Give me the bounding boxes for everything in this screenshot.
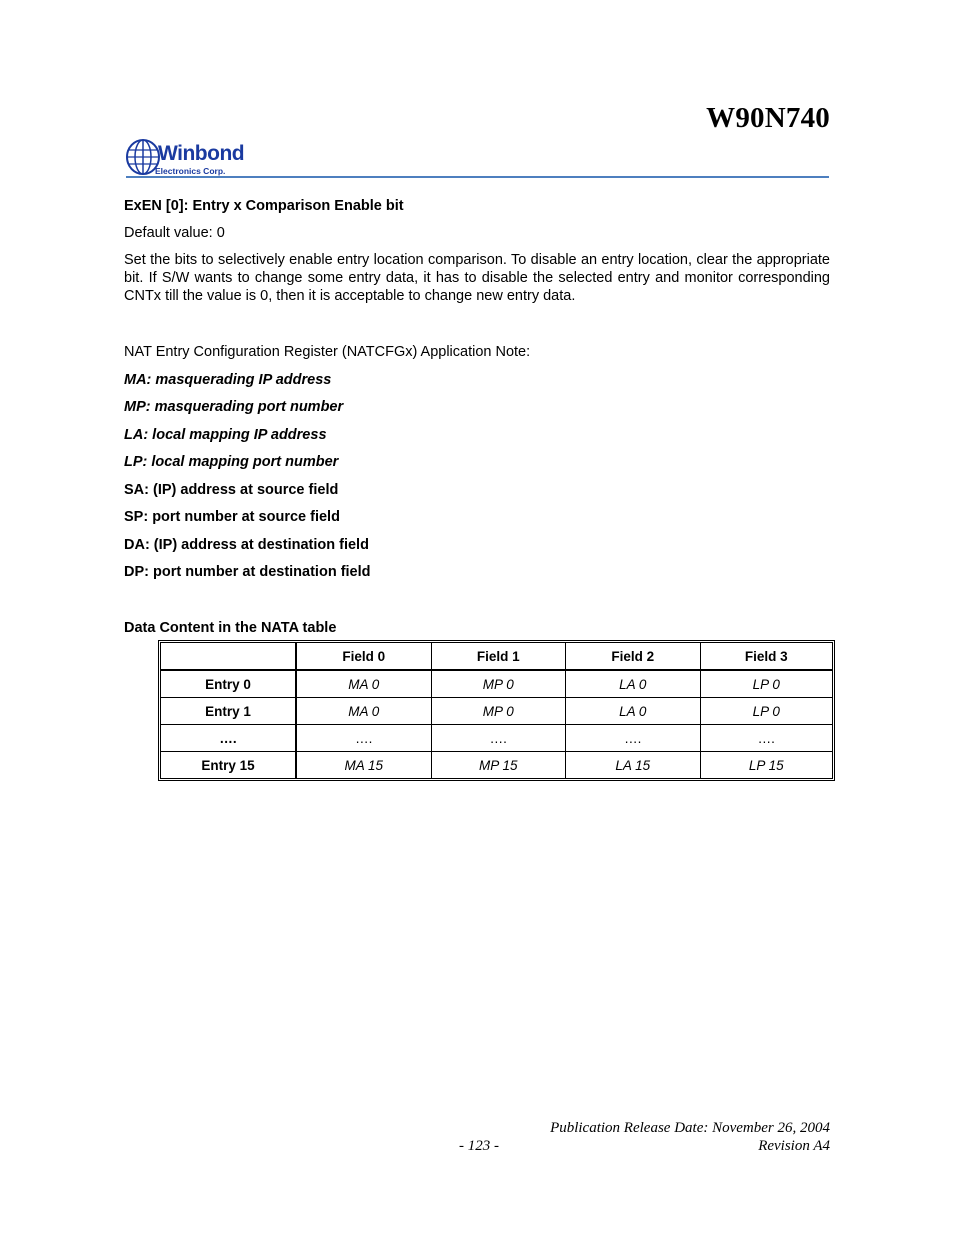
table-cell: LA 15 [566,752,701,778]
logo-wordmark: Winbond [158,142,245,165]
winbond-logo [126,138,256,178]
table-row [161,698,832,725]
table-row [161,725,832,752]
definition-item: DP: port number at destination field [124,564,371,580]
table-cell: LP 0 [701,671,832,698]
table-cell: LA 0 [566,671,701,698]
table-cell: MA 0 [297,671,432,698]
row-header: Entry 0 [161,671,297,698]
table-cell: MP 0 [432,698,567,725]
column-header: Field 2 [566,643,701,671]
table-cell: MP 0 [432,671,567,698]
table-header-row [161,643,832,671]
definition-item: LA: local mapping IP address [124,427,327,443]
table-cell: MA 0 [297,698,432,725]
table-cell: LP 0 [701,698,832,725]
table-row [161,752,832,778]
table-cell: …. [566,725,701,752]
page-number: - 123 - [459,1138,499,1154]
definition-item: MP: masquerading port number [124,399,344,415]
description-paragraph: Set the bits to selectively enable entry location comparison. To disable an entry location, clear the appropriate bit. If S/W wants to change some entry data, it has to disable the selected entry and monitor corresponding CNTx till the value is 0, then it is acceptable to change new entry data. [124,252,830,304]
definition-item: SA: (IP) address at source field [124,482,339,498]
definition-item: LP: local mapping port number [124,454,339,470]
table-cell: …. [432,725,567,752]
table-corner-cell [161,643,297,671]
table-cell: LA 0 [566,698,701,725]
definition-item: DA: (IP) address at destination field [124,537,369,553]
table-cell: MA 15 [297,752,432,778]
column-header: Field 0 [297,643,432,671]
table-caption: Data Content in the NATA table [124,620,337,636]
table-row [161,671,832,698]
definition-item: MA: masquerading IP address [124,372,332,388]
default-value: Default value: 0 [124,225,225,241]
row-header: Entry 15 [161,752,297,778]
app-note-title: NAT Entry Configuration Register (NATCFGx) Application Note: [124,344,531,360]
footer-info [550,1119,830,1155]
column-header: Field 1 [432,643,567,671]
row-header: Entry 1 [161,698,297,725]
column-header: Field 3 [701,643,832,671]
table-cell: …. [701,725,832,752]
release-date: Publication Release Date: November 26, 2004 [550,1120,830,1136]
section-heading: ExEN [0]: Entry x Comparison Enable bit [124,198,404,214]
revision: Revision A4 [758,1138,830,1154]
nata-table [160,642,833,779]
header-rule [126,176,829,178]
row-header: …. [161,725,297,752]
definition-item: SP: port number at source field [124,509,340,525]
document-title: W90N740 [706,102,830,134]
logo-subtext: Electronics Corp. [155,166,226,176]
table-cell: …. [297,725,432,752]
table-cell: LP 15 [748,757,784,773]
table-cell: MP 15 [432,752,567,778]
